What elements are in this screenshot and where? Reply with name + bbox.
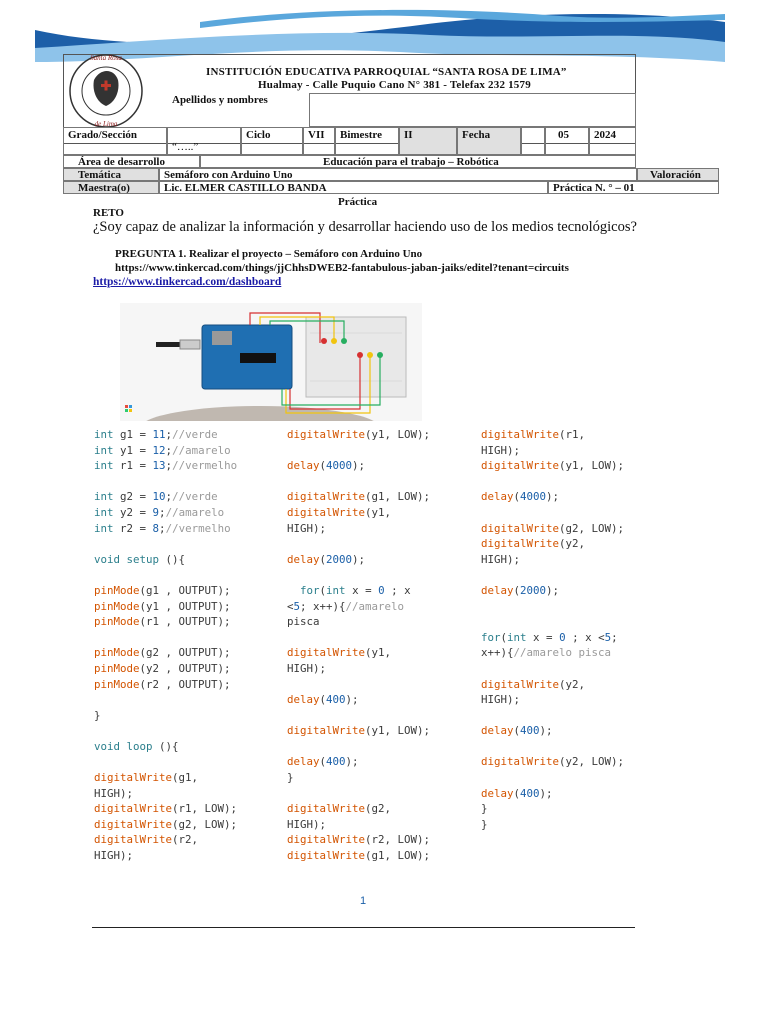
code-column-3 (481, 427, 624, 832)
code-line (94, 536, 237, 552)
code-line: digitalWrite(y2, (481, 537, 586, 551)
code-line (287, 677, 430, 693)
code-line: int r1 = 13;//vermelho (94, 459, 238, 473)
code-line: int g1 = 11;//verde (94, 428, 218, 441)
code-line (481, 599, 624, 615)
code-line: digitalWrite(g2, LOW); (481, 521, 625, 535)
code-line: HIGH); (287, 817, 327, 831)
code-line: HIGH); (287, 661, 327, 675)
label-maestra: Maestra(o) (63, 181, 159, 194)
school-logo (60, 50, 152, 132)
code-line: digitalWrite(g1, LOW); (287, 849, 431, 863)
code-line (481, 708, 624, 724)
tinkercad-dashboard-link[interactable]: https://www.tinkercad.com/dashboard (93, 276, 282, 288)
label-tematica: Temática (63, 168, 159, 181)
label-ciclo: Ciclo (241, 127, 303, 155)
practica-title: Práctica (338, 196, 378, 208)
reto-label: RETO (93, 207, 124, 219)
code-line: for(int x = 0 ; x (300, 583, 411, 597)
fecha-anio: 2024 (589, 127, 636, 155)
label-bimestre: Bimestre (335, 127, 399, 155)
code-line: digitalWrite(y2, (481, 677, 586, 691)
label-apellidos: Apellidos y nombres (172, 94, 268, 106)
code-line: } (287, 771, 294, 785)
code-line: HIGH); (481, 443, 521, 457)
code-line: } (481, 802, 488, 816)
code-line: digitalWrite(r1, LOW); (94, 802, 238, 816)
code-line: int g2 = 10;//verde (94, 490, 218, 504)
label-fecha: Fecha (457, 127, 521, 155)
pregunta-1: PREGUNTA 1. Realizar el proyecto – Semáforo con Arduino Uno (115, 248, 423, 260)
code-line: delay(4000); (287, 459, 366, 473)
code-line: pinMode(y2 , OUTPUT); (94, 661, 231, 675)
code-line: for(int x = 0 ; x <5; (481, 630, 618, 644)
fecha-mes: 05 (545, 127, 589, 155)
footer-rule (92, 927, 635, 928)
code-line (287, 536, 430, 552)
code-line: digitalWrite(r2, LOW); (287, 833, 431, 847)
code-line: int y1 = 12;//amarelo (94, 443, 231, 457)
code-line: digitalWrite(y1, (287, 505, 392, 519)
code-line: digitalWrite(y2, LOW); (481, 755, 625, 769)
code-line: HIGH); (481, 693, 521, 707)
grado-value: “…..” (167, 127, 241, 155)
label-area: Área de desarrollo (63, 155, 200, 168)
label-valoracion: Valoración (637, 168, 719, 181)
code-line (94, 754, 237, 770)
code-line: digitalWrite(g1, (94, 771, 199, 785)
code-line: digitalWrite(y1, LOW); (481, 459, 625, 473)
code-line: delay(400); (481, 786, 553, 800)
code-line: HIGH); (94, 786, 134, 800)
tematica-value: Semáforo con Arduino Uno (159, 168, 637, 181)
code-line (94, 723, 237, 739)
svg-text:Santa Rosa: Santa Rosa (90, 54, 122, 62)
page-number: 1 (360, 895, 367, 907)
code-line: HIGH); (481, 552, 521, 566)
code-line: delay(400); (287, 693, 359, 707)
code-line (287, 708, 430, 724)
code-column-2 (287, 427, 430, 864)
code-line (481, 567, 624, 583)
code-line (287, 630, 430, 646)
code-line (481, 739, 624, 755)
fecha-blank (521, 127, 545, 155)
code-line: int r2 = 8;//vermelho (94, 521, 231, 535)
code-line: void setup (){ (94, 552, 186, 566)
code-line (94, 630, 237, 646)
code-line (481, 614, 624, 630)
code-column-1 (94, 427, 237, 864)
code-line (94, 567, 237, 583)
tinkercad-thing-url: https://www.tinkercad.com/things/jjChhsDWEB2-fantabulous-jaban-jaiks/editel?tenant=circuits (115, 262, 569, 274)
code-line: digitalWrite(r2, (94, 833, 199, 847)
code-line (481, 770, 624, 786)
code-line: HIGH); (94, 849, 134, 863)
school-address: Hualmay - Calle Puquio Cano N° 381 - Telefax 232 1579 (258, 79, 531, 91)
code-line: delay(400); (481, 724, 553, 738)
code-line (287, 567, 430, 583)
code-line: delay(4000); (481, 490, 560, 504)
code-line: digitalWrite(g2, (287, 802, 392, 816)
code-line: digitalWrite(y1, LOW); (287, 724, 431, 738)
area-value: Educación para el trabajo – Robótica (200, 155, 636, 168)
code-line: pinMode(r2 , OUTPUT); (94, 677, 231, 691)
code-line: void loop (){ (94, 739, 179, 753)
code-line: digitalWrite(y1, (287, 646, 392, 660)
code-line: delay(400); (287, 755, 359, 769)
code-line: digitalWrite(r1, (481, 428, 586, 441)
code-line: pinMode(g2 , OUTPUT); (94, 646, 231, 660)
code-line: pinMode(r1 , OUTPUT); (94, 615, 231, 629)
code-line: digitalWrite(g1, LOW); (287, 490, 431, 504)
school-name: INSTITUCIÓN EDUCATIVA PARROQUIAL “SANTA ROSA DE LIMA” (206, 66, 567, 78)
apellidos-field[interactable] (309, 93, 636, 127)
code-line (287, 739, 430, 755)
code-line (94, 692, 237, 708)
code-line: delay(2000); (481, 583, 560, 597)
reto-question: ¿Soy capaz de analizar la información y desarrollar haciendo uso de los medios tecnológicos? (93, 219, 637, 235)
code-line: pinMode(y1 , OUTPUT); (94, 599, 231, 613)
code-line (481, 505, 624, 521)
code-line (287, 786, 430, 802)
ciclo-value: VII (303, 127, 335, 155)
svg-text:de Lima: de Lima (94, 120, 118, 128)
bimestre-value: II (399, 127, 457, 155)
arduino-circuit-image (120, 303, 422, 421)
code-line: } (481, 817, 488, 831)
code-line (287, 443, 430, 459)
label-grado: Grado/Sección (63, 127, 167, 155)
code-line: pisca (287, 615, 320, 629)
code-line: } (94, 708, 101, 722)
code-line: digitalWrite(y1, LOW); (287, 428, 431, 441)
code-line: <5; x++){//amarelo (287, 599, 405, 613)
code-line (481, 474, 624, 490)
code-line: x++){//amarelo pisca (481, 646, 612, 660)
code-line: int y2 = 9;//amarelo (94, 505, 225, 519)
code-line (94, 474, 237, 490)
code-line (287, 474, 430, 490)
practica-number: Práctica N. ° – 01 (548, 181, 719, 194)
code-line (481, 661, 624, 677)
code-line: HIGH); (287, 521, 327, 535)
code-line: pinMode(g1 , OUTPUT); (94, 583, 231, 597)
code-line: digitalWrite(g2, LOW); (94, 817, 238, 831)
maestra-value: Lic. ELMER CASTILLO BANDA (159, 181, 548, 194)
code-line: delay(2000); (287, 552, 366, 566)
